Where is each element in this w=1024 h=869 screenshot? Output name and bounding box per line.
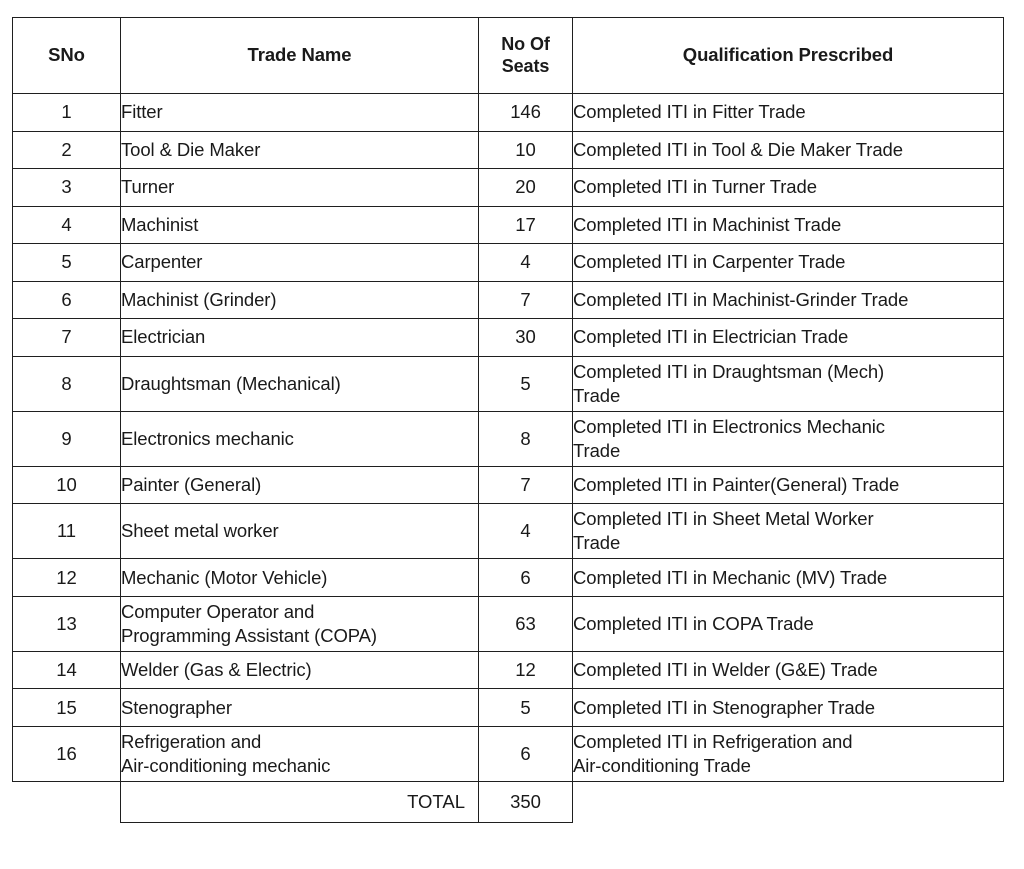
cell-sno: 8 [13,356,121,411]
cell-qualification-line1: Completed ITI in Refrigeration and [573,730,853,752]
table-header [13,18,1004,94]
cell-qualification-line1: Completed ITI in Draughtsman (Mech) [573,360,885,382]
cell-trade-name: Mechanic (Motor Vehicle) [121,559,479,597]
cell-no-of-seats: 4 [479,504,573,559]
table-row [13,726,1004,781]
cell-sno: 3 [13,169,121,207]
table-header-row [13,18,1004,94]
column-header-no-of-seats [479,18,573,94]
total-row [13,781,1004,822]
cell-trade-name: Machinist (Grinder) [121,281,479,319]
cell-trade-name: Sheet metal worker [121,504,479,559]
cell-qualification: Completed ITI in Fitter Trade [573,94,1004,132]
total-label: TOTAL [121,781,479,822]
cell-qualification: Completed ITI in Electrician Trade [573,319,1004,357]
table-row [13,466,1004,504]
cell-no-of-seats: 63 [479,596,573,651]
cell-trade-name-line1: Refrigeration and [121,730,262,752]
table-row [13,244,1004,282]
cell-qualification-line1: Completed ITI in Sheet Metal Worker [573,508,874,530]
cell-no-of-seats: 7 [479,281,573,319]
table-row [13,356,1004,411]
cell-qualification [573,726,1004,781]
cell-trade-name: Tool & Die Maker [121,131,479,169]
cell-no-of-seats: 12 [479,651,573,689]
table-row [13,281,1004,319]
cell-trade-name: Painter (General) [121,466,479,504]
cell-no-of-seats: 5 [479,356,573,411]
cell-sno: 5 [13,244,121,282]
column-header-no-of-seats-line1: No Of [501,33,550,54]
cell-qualification: Completed ITI in Tool & Die Maker Trade [573,131,1004,169]
cell-qualification-line1: Completed ITI in Electronics Mechanic [573,415,885,437]
cell-no-of-seats: 6 [479,726,573,781]
cell-no-of-seats: 7 [479,466,573,504]
table-row [13,651,1004,689]
cell-trade-name-line1: Computer Operator and [121,600,315,622]
cell-qualification-line2: Trade [573,439,621,461]
cell-trade-name-line2: Programming Assistant (COPA) [121,624,377,646]
cell-sno: 9 [13,411,121,466]
cell-no-of-seats: 6 [479,559,573,597]
cell-trade-name: Welder (Gas & Electric) [121,651,479,689]
table-row [13,319,1004,357]
table-row [13,689,1004,727]
cell-sno: 14 [13,651,121,689]
cell-trade-name: Carpenter [121,244,479,282]
table-row [13,206,1004,244]
cell-qualification: Completed ITI in Painter(General) Trade [573,466,1004,504]
table-row [13,596,1004,651]
cell-sno: 11 [13,504,121,559]
cell-sno: 6 [13,281,121,319]
table-row [13,169,1004,207]
cell-sno: 2 [13,131,121,169]
table-row [13,559,1004,597]
cell-trade-name: Fitter [121,94,479,132]
cell-qualification: Completed ITI in Turner Trade [573,169,1004,207]
total-seats-value: 350 [479,781,573,822]
cell-qualification: Completed ITI in Machinist Trade [573,206,1004,244]
cell-sno: 15 [13,689,121,727]
cell-trade-name [121,726,479,781]
cell-qualification [573,356,1004,411]
cell-trade-name [121,596,479,651]
cell-trade-name: Electrician [121,319,479,357]
cell-trade-name: Machinist [121,206,479,244]
cell-sno: 10 [13,466,121,504]
cell-no-of-seats: 4 [479,244,573,282]
cell-sno: 12 [13,559,121,597]
cell-no-of-seats: 20 [479,169,573,207]
cell-sno: 16 [13,726,121,781]
cell-qualification: Completed ITI in Mechanic (MV) Trade [573,559,1004,597]
cell-qualification-line2: Air-conditioning Trade [573,754,751,776]
trade-seats-table-container [12,17,1004,823]
trade-seats-table [12,17,1004,823]
column-header-sno: SNo [13,18,121,94]
cell-no-of-seats: 8 [479,411,573,466]
total-row-qualification-blank [573,781,1004,822]
cell-sno: 13 [13,596,121,651]
cell-trade-name: Electronics mechanic [121,411,479,466]
cell-no-of-seats: 30 [479,319,573,357]
cell-trade-name: Stenographer [121,689,479,727]
cell-no-of-seats: 10 [479,131,573,169]
table-body [13,94,1004,782]
cell-sno: 1 [13,94,121,132]
cell-sno: 4 [13,206,121,244]
table-footer [13,781,1004,822]
cell-qualification [573,411,1004,466]
cell-no-of-seats: 17 [479,206,573,244]
cell-qualification: Completed ITI in Welder (G&E) Trade [573,651,1004,689]
column-header-qualification-prescribed: Qualification Prescribed [573,18,1004,94]
cell-qualification: Completed ITI in COPA Trade [573,596,1004,651]
table-row [13,131,1004,169]
cell-sno: 7 [13,319,121,357]
cell-qualification: Completed ITI in Stenographer Trade [573,689,1004,727]
cell-qualification-line2: Trade [573,384,621,406]
cell-trade-name-line2: Air-conditioning mechanic [121,754,331,776]
column-header-no-of-seats-line2: Seats [501,55,550,76]
cell-no-of-seats: 5 [479,689,573,727]
cell-qualification-line2: Trade [573,532,621,554]
cell-trade-name: Draughtsman (Mechanical) [121,356,479,411]
table-row [13,411,1004,466]
cell-qualification [573,504,1004,559]
total-row-sno-blank [13,781,121,822]
cell-qualification: Completed ITI in Carpenter Trade [573,244,1004,282]
cell-trade-name: Turner [121,169,479,207]
cell-no-of-seats: 146 [479,94,573,132]
cell-qualification: Completed ITI in Machinist-Grinder Trade [573,281,1004,319]
table-row [13,94,1004,132]
table-row [13,504,1004,559]
column-header-trade-name: Trade Name [121,18,479,94]
